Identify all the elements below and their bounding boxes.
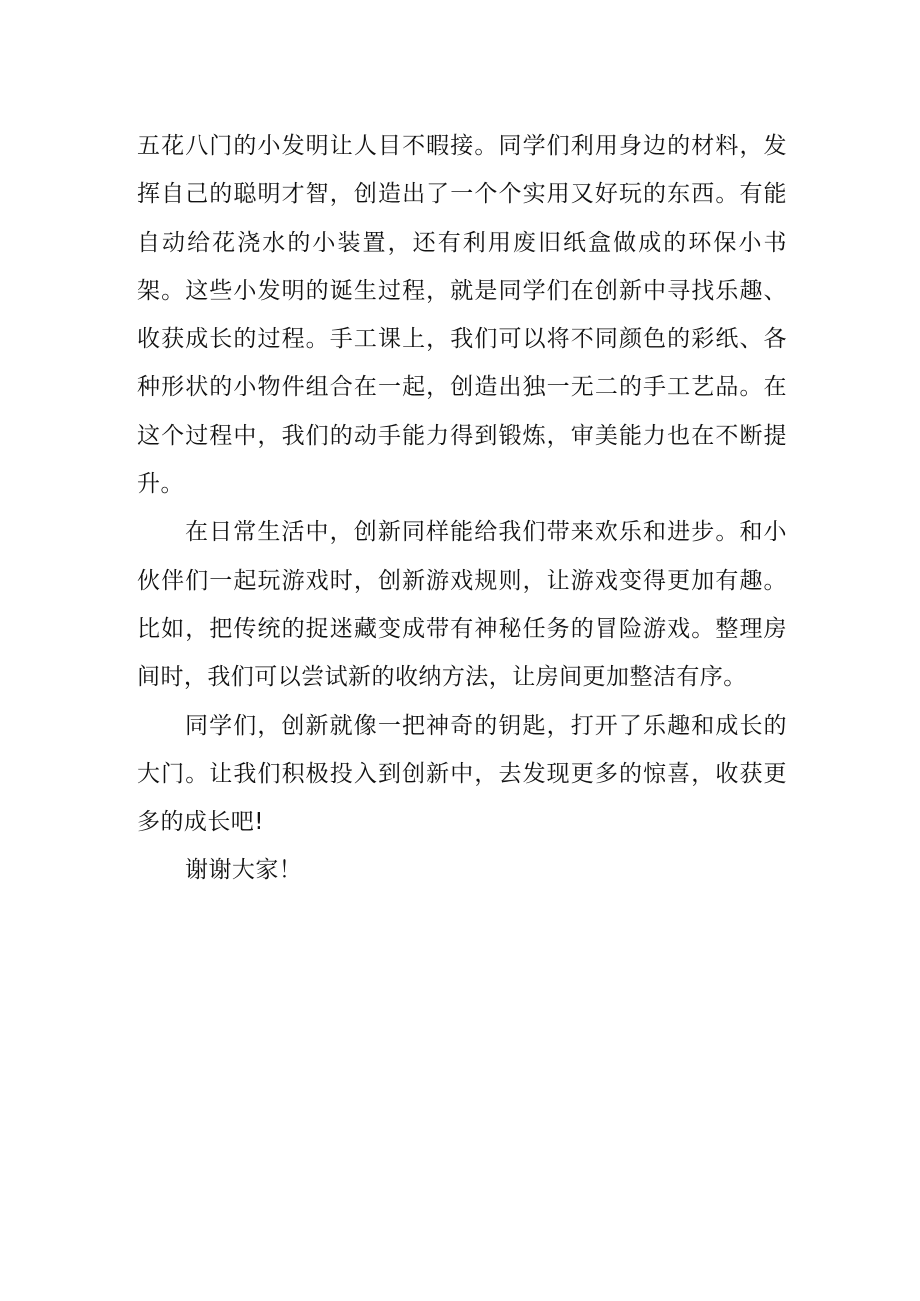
paragraph-conclusion: 同学们，创新就像一把神奇的钥匙，打开了乐趣和成长的大门。让我们积极投入到创新中，去发现更多的惊喜，收获更多的成长吧!: [137, 712, 787, 836]
document-body: [137, 122, 787, 895]
paragraph-daily-life: 在日常生活中，创新同样能给我们带来欢乐和进步。和小伙伴们一起玩游戏时，创新游戏规则，让游戏变得更加有趣。比如，把传统的捉迷藏变成带有神秘任务的冒险游戏。整理房间时，我们可以尝试新的收纳方法，让房间更加整洁有序。: [137, 519, 787, 691]
paragraph-inventions: 五花八门的小发明让人目不暇接。同学们利用身边的材料，发挥自己的聪明才智，创造出了一个个实用又好玩的东西。有能自动给花浇水的小装置，还有利用废旧纸盒做成的环保小书架。这些小发明的诞生过程，就是同学们在创新中寻找乐趣、收获成长的过程。手工课上，我们可以将不同颜色的彩纸、各种形状的小物件组合在一起，创造出独一无二的手工艺品。在这个过程中，我们的动手能力得到锻炼，审美能力也在不断提升。: [137, 133, 787, 498]
paragraph-thanks: 谢谢大家！: [185, 857, 303, 884]
